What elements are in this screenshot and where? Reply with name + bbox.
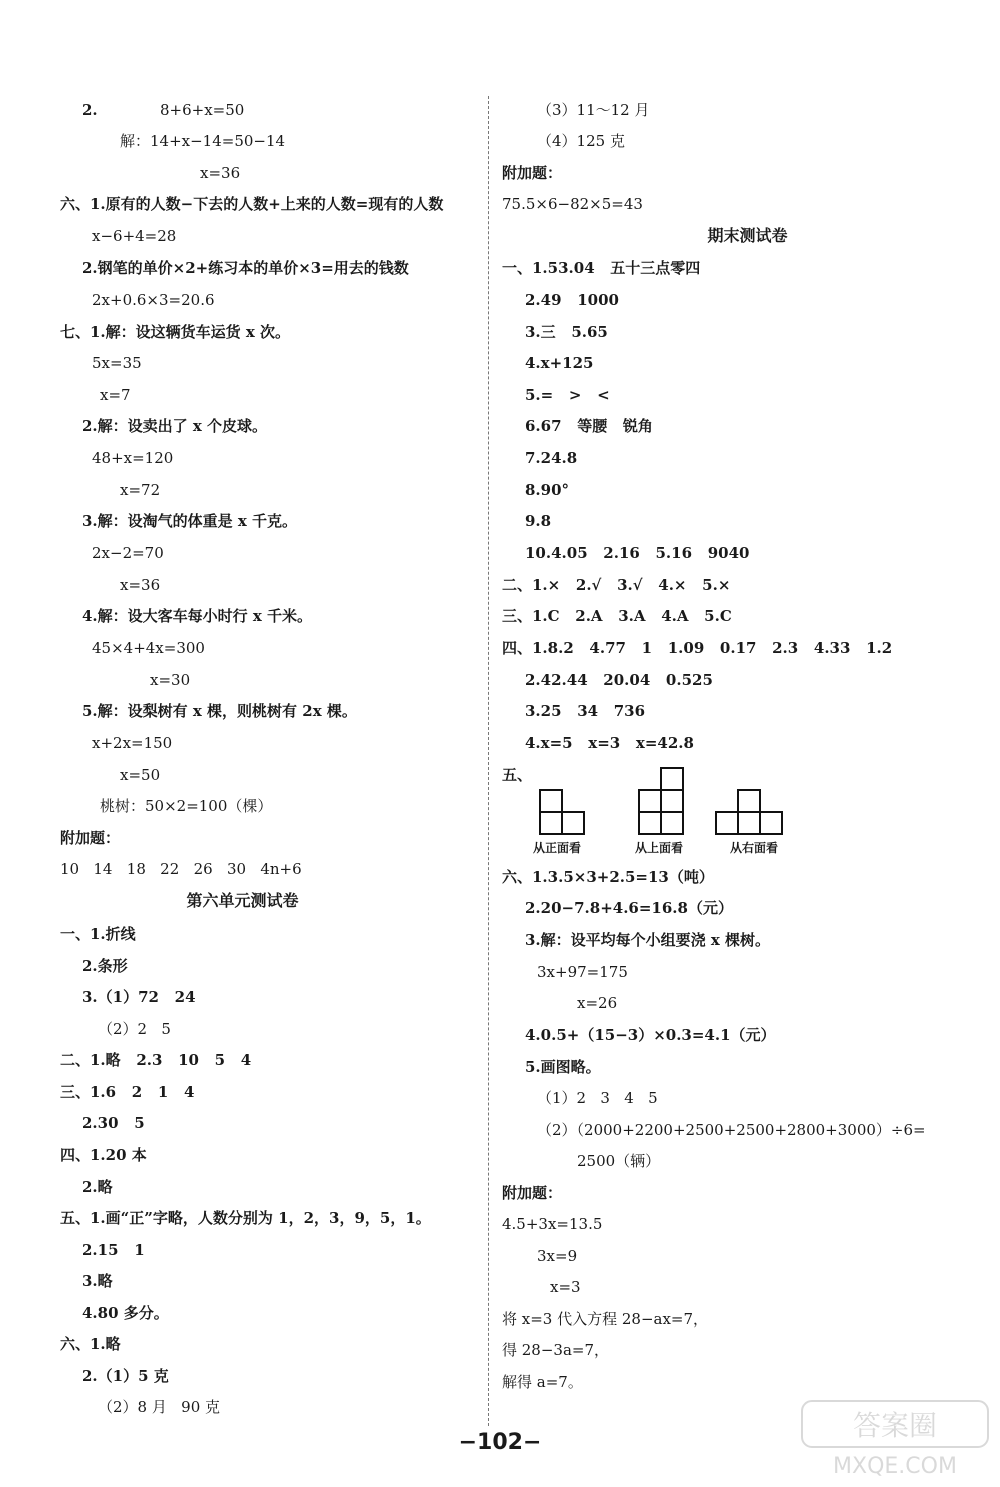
answer-line: 2500（辆） — [577, 1152, 661, 1170]
answer-line: x=36 — [120, 576, 161, 594]
answer-line: 附加题： — [502, 164, 563, 182]
answer-line: 4.x=5 x=3 x=42.8 — [525, 734, 694, 752]
answer-line: 将 x=3 代入方程 28−ax=7， — [502, 1310, 709, 1328]
answer-line: 三、1.6 2 1 4 — [60, 1083, 195, 1101]
answer-line: 3x=9 — [537, 1247, 578, 1265]
left-column — [0, 0, 485, 1487]
top-view-caption: 从上面看 — [635, 841, 684, 855]
top-view-cell — [661, 768, 683, 790]
front-view-cell — [562, 812, 584, 834]
answer-line: 5x=35 — [92, 354, 142, 372]
answer-line: 桃树：50×2=100（棵） — [100, 797, 273, 815]
front-view-cell — [540, 790, 562, 812]
svg-text:MXQE.COM: MXQE.COM — [833, 1454, 957, 1479]
answer-line: 二、1.× 2.√ 3.√ 4.× 5.× — [502, 576, 731, 594]
answer-line: 2.49 1000 — [525, 291, 619, 309]
answer-line: 4.0.5+（15−3）×0.3=4.1（元） — [525, 1026, 776, 1044]
three-views-figure — [495, 765, 1000, 860]
answer-line: 2x−2=70 — [92, 544, 164, 562]
answer-line: 7.24.8 — [525, 449, 578, 467]
answer-line: 3x+97=175 — [537, 963, 628, 981]
answer-line: 2.略 — [82, 1178, 113, 1196]
watermark-logo — [800, 1399, 990, 1479]
answer-line: x=26 — [577, 994, 618, 1012]
answer-line: x=30 — [150, 671, 191, 689]
answer-line: 2.条形 — [82, 957, 128, 975]
answer-line: x+2x=150 — [92, 734, 173, 752]
right-view-cell — [760, 812, 782, 834]
answer-line: 5.= > < — [525, 386, 610, 404]
answer-line: 4.5+3x=13.5 — [502, 1215, 603, 1233]
right-column — [495, 0, 1000, 1487]
answer-line: 五、 — [502, 766, 533, 784]
section-title: 第六单元测试卷 — [186, 891, 299, 910]
answer-line: x−6+4=28 — [92, 227, 177, 245]
top-view-cell — [661, 790, 683, 812]
answer-line: 二、1.略 2.3 10 5 4 — [60, 1051, 252, 1069]
answer-line: 4.x+125 — [525, 354, 594, 372]
top-view-cell — [661, 812, 683, 834]
answer-line: 5.解：设梨树有 x 棵，则桃树有 2x 棵。 — [82, 702, 357, 720]
answer-line: 3.解：设淘气的体重是 x 千克。 — [82, 512, 298, 530]
answer-line: 45×4+4x=300 — [92, 639, 205, 657]
page-number: −102− — [458, 1430, 542, 1455]
answer-line: （2）8 月 90 克 — [98, 1398, 221, 1416]
right-view-cell — [716, 812, 738, 834]
answer-line: 解得 a=7。 — [502, 1373, 583, 1391]
answer-line: x=36 — [200, 164, 241, 182]
answer-line: 2. — [82, 101, 98, 119]
right-view-caption: 从右面看 — [730, 841, 779, 855]
answer-line: 2x+0.6×3=20.6 — [92, 291, 215, 309]
answer-line: 2.30 5 — [82, 1114, 145, 1132]
top-view-cell — [639, 790, 661, 812]
answer-line: 四、1.8.2 4.77 1 1.09 0.17 2.3 4.33 1.2 — [502, 639, 893, 657]
right-view-cell — [738, 790, 760, 812]
answer-line: x=72 — [120, 481, 161, 499]
answer-line: （2）（2000+2200+2500+2500+2800+3000）÷6= — [537, 1121, 926, 1139]
answer-line: 8.90° — [525, 481, 570, 499]
answer-line: 2.（1）5 克 — [82, 1367, 169, 1385]
front-view-caption: 从正面看 — [533, 841, 582, 855]
top-view-cell — [639, 812, 661, 834]
answer-line: 六、1.3.5×3+2.5=13（吨） — [502, 868, 714, 886]
answer-line: 得 28−3a=7， — [502, 1341, 610, 1359]
answer-line: 3.三 5.65 — [525, 323, 608, 341]
answer-line: 48+x=120 — [92, 449, 174, 467]
answer-line: 一、1.折线 — [60, 925, 136, 943]
answer-line: 2.解：设卖出了 x 个皮球。 — [82, 417, 268, 435]
answer-line: 75.5×6−82×5=43 — [502, 195, 643, 213]
answer-line: 3.解：设平均每个小组要浇 x 棵树。 — [525, 931, 771, 949]
answer-line: 七、1.解：设这辆货车运货 x 次。 — [60, 323, 291, 341]
answer-line: 3.25 34 736 — [525, 702, 646, 720]
answer-line: （1）2 3 4 5 — [537, 1089, 658, 1107]
answer-line: （4）125 克 — [537, 132, 625, 150]
answer-line: （3）11～12 月 — [537, 101, 650, 119]
answer-line: （2）2 5 — [98, 1020, 171, 1038]
answer-line: 2.20−7.8+4.6=16.8（元） — [525, 899, 733, 917]
answer-line: 3.（1）72 24 — [82, 988, 196, 1006]
column-divider — [488, 96, 489, 1426]
answer-line: 附加题： — [60, 829, 121, 847]
answer-line: 4.解：设大客车每小时行 x 千米。 — [82, 607, 313, 625]
answer-line: 附加题： — [502, 1184, 563, 1202]
answer-line: 六、1.原有的人数−下去的人数+上来的人数=现有的人数 — [60, 195, 444, 213]
answer-line: x=3 — [550, 1278, 581, 1296]
answer-line: 五、1.画“正”字略，人数分别为 1，2，3，9，5，1。 — [60, 1209, 431, 1227]
svg-text:答案圈: 答案圈 — [852, 1409, 938, 1442]
answer-line: 一、1.53.04 五十三点零四 — [502, 259, 701, 277]
answer-line: 5.画图略。 — [525, 1058, 601, 1076]
answer-line: 10 14 18 22 26 30 4n+6 — [60, 860, 302, 878]
answer-line: x=7 — [100, 386, 131, 404]
answer-line: x=50 — [120, 766, 161, 784]
answer-line: 4.80 多分。 — [82, 1304, 169, 1322]
answer-line: 2.钢笔的单价×2+练习本的单价×3=用去的钱数 — [82, 259, 409, 277]
answer-line: 六、1.略 — [60, 1335, 121, 1353]
answer-line: 2.42.44 20.04 0.525 — [525, 671, 713, 689]
answer-line: 四、1.20 本 — [60, 1146, 147, 1164]
answer-line: 10.4.05 2.16 5.16 9040 — [525, 544, 750, 562]
answer-line: 8+6+x=50 — [160, 101, 245, 119]
answer-line: 三、1.C 2.A 3.A 4.A 5.C — [502, 607, 732, 625]
answer-line: 2.15 1 — [82, 1241, 145, 1259]
answer-line: 3.略 — [82, 1272, 113, 1290]
section-title: 期末测试卷 — [707, 226, 788, 245]
answer-line: 6.67 等腰 锐角 — [525, 417, 653, 435]
answer-line: 9.8 — [525, 512, 552, 530]
answer-line: 解：14+x−14=50−14 — [120, 132, 286, 150]
front-view-cell — [540, 812, 562, 834]
right-view-cell — [738, 812, 760, 834]
